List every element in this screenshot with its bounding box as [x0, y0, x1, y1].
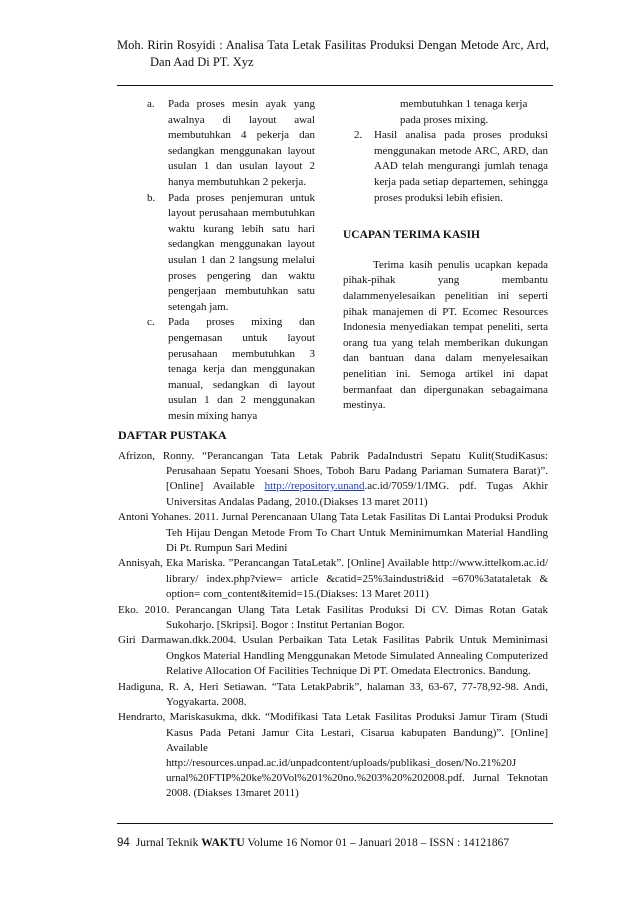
- journal-footer: [117, 836, 553, 851]
- page-number: 94: [117, 837, 130, 849]
- reference-text: Annisyah, Eka Mariska. ”Perancangan TataLetak”. [Online] Available http://www.ittelkom.ac.id/ library/ index.php?view= article &catid=25%3aindustri&id =670%3atataletak & option= com_content&itemid=15.(Diakses: 13 Maret 2011): [118, 557, 548, 600]
- reference-link[interactable]: http://repository.unand: [264, 480, 365, 493]
- reference-text: Giri Darmawan.dkk.2004. Usulan Perbaikan Tata Letak Fasilitas Pabrik Untuk Meminimasi Ongkos Material Handling Menggunakan Metode Simulated Annealing Computerized Relative Allocation Of Facilities Technique Di PT. Omedata Electronics. Bandung.: [118, 634, 548, 677]
- header-rule: [117, 85, 553, 86]
- reference-entry: [118, 603, 548, 633]
- reference-entry: [118, 510, 548, 556]
- running-header: [117, 37, 549, 71]
- list-text: Hasil analisa pada proses produksi menggunakan metode ARC, ARD, dan AAD telah mengurangi jumlah tenaga kerja pada setiap departemen, sehingga proses produksi lebih efisien.: [374, 129, 548, 204]
- list-item: [147, 315, 315, 424]
- footer-rule: [117, 823, 553, 824]
- references-list: [118, 449, 548, 802]
- list-item: [343, 128, 548, 206]
- reference-entry: [118, 633, 548, 679]
- reference-entry: [118, 556, 548, 602]
- left-column: [147, 97, 315, 424]
- list-item: [147, 97, 315, 191]
- list-marker: c.: [147, 316, 155, 329]
- list-marker: a.: [147, 98, 155, 110]
- acknowledgement-text: Terima kasih penulis ucapkan kepada pihak-pihak yang membantu dalammenyelesaikan penelitian ini seperti pihak manajemen di PT. Ecomec Resources Indonesia menyediakan tempat peneliti, serta orang tua yang telah memberikan dukungan dan bantuan dana dalam menyelesaikan penelitian ini. Semoga artikel ini dapat bermanfaat dan dipergunakan sebagaimana mestinya.: [343, 258, 548, 412]
- reference-entry: [118, 710, 548, 801]
- reference-text-tail: .ac.id/7059/1/IMG. pdf. Tugas Akhir Universitas Andalas Padang, 2010.(Diakses 13 maret 2011): [166, 480, 548, 508]
- journal-name-prefix: Jurnal Teknik: [135, 837, 202, 849]
- acknowledgement-title: UCAPAN TERIMA KASIH: [343, 229, 480, 242]
- journal-name-bold: WAKTU: [201, 837, 245, 849]
- reference-text: Afrizon, Ronny. “Perancangan Tata Letak Pabrik PadaIndustri Sepatu Kulit(StudiKasus: Perusahaan Sepatu Yoesani Shoes, Toboh Baru Padang Pariaman Sumatera Barat)”. [Online] Available: [118, 450, 548, 493]
- right-column: [343, 97, 548, 414]
- list-marker: 2.: [354, 129, 363, 142]
- list-marker: b.: [147, 191, 156, 204]
- reference-text: Hendrarto, Mariskasukma, dkk. “Modifikasi Tata Letak Fasilitas Produksi Jamur Tiram (Studi Kasus Pada Petani Jamur Cita Lestari, Cisarua kabupaten Bandung)”. [Online] Available http://resources.unpad.ac.id/unpadcontent/uploads/publikasi_dosen/No.21%20J urnal%20FTIP%20ke%20Vol%201%20no.%203%20%202008.pdf. Jurnal Teknotan 2008. (Diakses 13maret 2011): [118, 711, 548, 800]
- reference-text: Antoni Yohanes. 2011. Jurnal Perencanaan Ulang Tata Letak Fasilitas Di Lantai Produksi Produk Teh Hijau Dengan Metode From To Chart Untuk Meminimumkan Material Handling Di Pt. Rumpun Sari Medini: [118, 511, 548, 554]
- reference-text: Hadiguna, R. A, Heri Setiawan. “Tata LetakPabrik”, halaman 33, 63-67, 77-78,92-98. Andi, Yogyakarta. 2008.: [118, 680, 548, 708]
- header-line-1: Moh. Ririn Rosyidi : Analisa Tata Letak Fasilitas Produksi Dengan Metode Arc, Ard,: [117, 38, 549, 52]
- header-line-2: Dan Aad Di PT. Xyz: [150, 55, 254, 69]
- reference-entry: [118, 449, 548, 510]
- reference-entry: [118, 680, 548, 710]
- reference-text: Eko. 2010. Perancangan Ulang Tata Letak Fasilitas Produksi Di CV. Dimas Rotan Gatak Sukoharjo. [Skripsi]. Bogor : Institut Pertanian Bogor.: [118, 603, 548, 631]
- list-item: [147, 191, 315, 316]
- journal-issue-info: Volume 16 Nomor 01 – Januari 2018 – ISSN : 14121867: [244, 837, 510, 849]
- references-title: DAFTAR PUSTAKA: [118, 428, 227, 442]
- list-text: Pada proses mixing dan pengemasan untuk layout perusahaan membutuhkan 3 tenaga kerja dan menggunakan manual, sedangkan di layout usulan 1 dan 2 menggunakan mesin mixing hanya: [168, 316, 315, 422]
- list-continuation: membutuhkan 1 tenaga kerja pada proses mixing.: [400, 98, 528, 126]
- list-text: Pada proses penjemuran untuk layout perusahaan membutuhkan waktu kurang lebih satu hari sedangkan menggunakan layout usulan 1 dan 2 langsung melalui proses pengering dan waktu pengerjaan membutuhkan satu setengah jam.: [168, 191, 315, 313]
- list-text: Pada proses mesin ayak yang awalnya di layout awal membutuhkan 4 pekerja dan sedangkan menggunakan layout usulan 1 dan usulan layout 2 hanya membutuhkan 2 pekerja.: [168, 98, 315, 188]
